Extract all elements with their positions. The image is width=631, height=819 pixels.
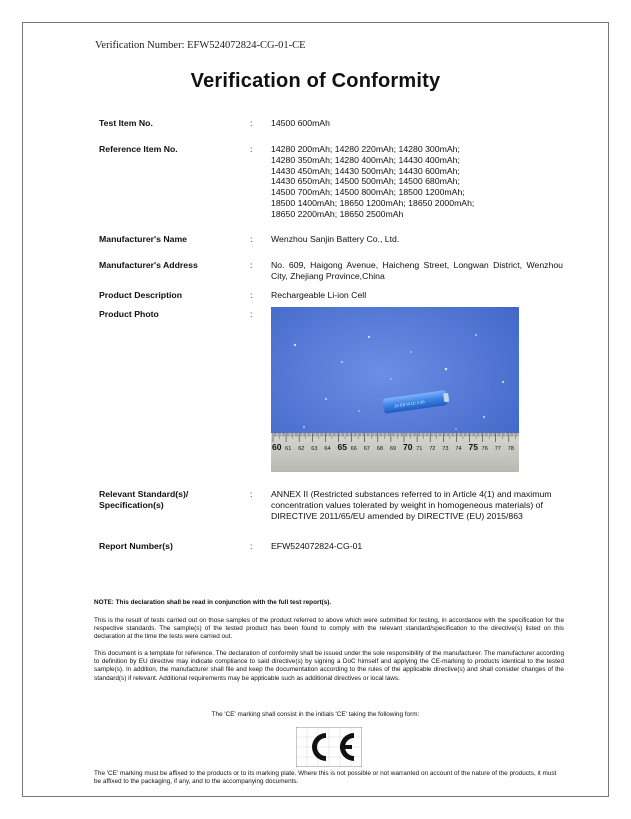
manufacturer-address-value: No. 609, Haigong Avenue, Haicheng Street, Longwan District, Wenzhou City, Zhejiang Province,China (271, 260, 563, 281)
product-photo-label: Product Photo (99, 309, 159, 319)
colon: : (250, 118, 253, 128)
reference-line: 14500 700mAh; 14500 800mAh; 18500 1200mAh; (271, 187, 465, 198)
ruler-number: 61 (285, 446, 292, 452)
reference-line: 18650 2200mAh; 18650 2500mAh (271, 208, 404, 219)
ruler-number: 78 (507, 446, 515, 452)
ruler (271, 433, 519, 472)
ruler-number: 62 (298, 446, 305, 452)
svg-text:14 EB M 1C 1 00: 14 EB M 1C 1 00 (394, 399, 425, 409)
ce-mark-icon (296, 727, 362, 767)
ruler-number: 66 (350, 446, 357, 452)
test-item-value: 14500 600mAh (271, 118, 330, 128)
reference-line: 14430 650mAh; 14500 500mAh; 14500 680mAh; (271, 176, 460, 187)
product-description-label: Product Description (99, 290, 183, 300)
ruler-number: 60 (272, 442, 282, 452)
reference-line: 18500 1400mAh; 18650 1200mAh; 18650 2000mAh; (271, 197, 475, 208)
ruler-number: 64 (324, 446, 331, 452)
colon: : (250, 144, 253, 154)
test-item-label: Test Item No. (99, 118, 153, 128)
ce-mark (296, 727, 362, 767)
report-number-label: Report Number(s) (99, 541, 173, 551)
relevant-standards-value: ANNEX II (Restricted substances referred to in Article 4(1) and maximum concentration values tolerated by weight in homogeneous materials) of DIRECTIVE 2011/65/EU amended by DIRECTIVE (EU) 2015/863 (271, 489, 552, 521)
ruler-number: 65 (337, 442, 347, 452)
colon: : (250, 489, 253, 499)
ruler-number: 63 (311, 446, 318, 452)
reference-item-label: Reference Item No. (99, 144, 178, 154)
colon: : (250, 309, 253, 319)
verification-number: Verification Number: EFW524072824-CG-01-CE (95, 40, 306, 51)
product-photo (271, 307, 519, 472)
report-number-value: EFW524072824-CG-01 (271, 541, 363, 551)
note-body: This is the result of tests carried out on those samples of the product referred to above which were submitted for testing, in accordance with the specification for the respective standards. The sample(s) of the tested product has been found to comply with the relevant standard/specification to the directive(s) listed on this declaration at the time the tests were carried out. (94, 617, 564, 641)
reference-line: 14280 200mAh; 14280 220mAh; 14280 300mAh; (271, 144, 460, 154)
reference-item-value (271, 144, 564, 220)
ce-footer: The 'CE' marking must be affixed to the products or to its marking plate. Where this is not possible or not warranted on account of the nature of the products, it must be affixed to the packaging, if any, and to the accompanying documents. (94, 770, 557, 786)
ruler-number: 72 (429, 446, 436, 452)
page-title: Verification of Conformity (190, 70, 441, 92)
ruler-number: 71 (416, 446, 423, 452)
manufacturer-address-label: Manufacturer's Address (99, 260, 198, 270)
reference-line: 14280 350mAh; 14280 400mAh; 14430 400mAh; (271, 154, 460, 165)
note-heading: NOTE: This declaration shall be read in conjunction with the full test report(s). (94, 599, 332, 606)
ruler-number: 69 (389, 446, 397, 452)
ruler-number: 67 (363, 446, 370, 452)
colon: : (250, 260, 253, 270)
ruler-number: 74 (455, 446, 462, 452)
colon: : (250, 541, 253, 551)
ruler-number: 77 (494, 446, 501, 452)
ruler-number: 70 (403, 442, 413, 452)
ce-caption: The 'CE' marking shall consist in the initials 'CE' taking the following form: (211, 711, 420, 718)
product-description-value: Rechargeable Li-ion Cell (271, 290, 367, 300)
colon: : (250, 234, 253, 244)
ruler-number: 76 (481, 446, 488, 452)
manufacturer-name-value: Wenzhou Sanjin Battery Co., Ltd. (271, 234, 400, 244)
product-photo-image (271, 307, 519, 472)
manufacturer-name-label: Manufacturer's Name (99, 234, 188, 244)
ruler-number: 75 (468, 442, 478, 452)
note-body-2: This document is a template for reference. The declaration of conformity shall be issued under the sole responsibility of the manufacturer. The manufacturer according to definition by EU directive may indicate compliance to said directive(s) by signing a DoC himself and applying the CE-marking to products identical to the tested sample(s). In addition, the manufacturer shall file and keep the documentation according to the rules of the applicable directive(s) and shall consider changes of the standard(s) if relevant. Additional requirements may be applicable such as additional directives or local laws. (94, 650, 564, 682)
ruler-number: 73 (442, 446, 449, 452)
colon: : (250, 290, 253, 300)
relevant-standards-label: Relevant Standard(s)/ Specification(s) (99, 489, 189, 510)
ruler-number: 68 (376, 446, 384, 452)
reference-line: 14430 450mAh; 14430 500mAh; 14430 600mAh; (271, 165, 460, 176)
